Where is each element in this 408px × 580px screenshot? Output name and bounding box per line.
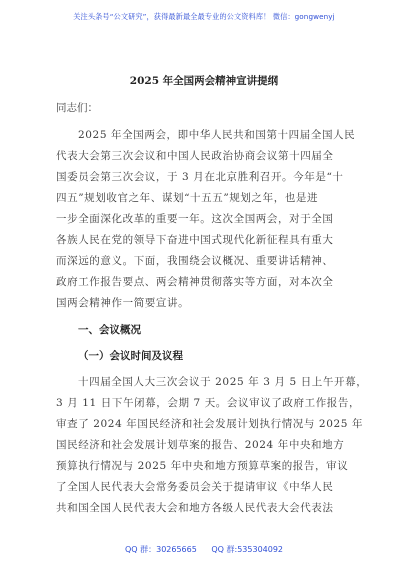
- intro-line: 政府工作报告要点、两会精神贯彻落实等方面，对本次全: [56, 276, 334, 288]
- footer-contact: [0, 544, 408, 555]
- intro-line: 国委员会第三次会议，于 3 月在北京胜利召开。今年是“十: [56, 171, 344, 183]
- body-line: 预算执行情况与 2025 年中央和地方预算草案的报告，审议: [56, 460, 349, 472]
- intro-line: 各族人民在党的领导下奋进中国式现代化新征程具有重大: [56, 234, 334, 246]
- intro-line: 国两会精神作一简要宣讲。: [56, 297, 190, 309]
- body-line: 了全国人民代表大会常务委员会关于提请审议《中华人民: [56, 481, 334, 493]
- salutation: 同志们：: [56, 102, 98, 114]
- intro-line: 2025 年全国两会，即中华人民共和国第十四届全国人民: [78, 129, 356, 141]
- section-heading: 一、会议概况: [78, 324, 141, 336]
- body-line: 审查了 2024 年国民经济和社会发展计划执行情况与 2025 年: [56, 418, 364, 430]
- intro-line: 而深远的意义。下面，我围绕会议概况、重要讲话精神、: [56, 255, 334, 267]
- body-line: 3 月 11 日下午闭幕，会期 7 天。会议审议了政府工作报告，: [56, 397, 361, 409]
- intro-line: 一步全面深化改革的重要一年。这次全国两会，对于全国: [56, 213, 334, 225]
- qq-group-1[interactable]: QQ 群：30265665: [124, 545, 197, 554]
- intro-line: 代表大会第三次会议和中国人民政治协商会议第十四届全: [56, 150, 334, 162]
- body-line: 十四届全国人大三次会议于 2025 年 3 月 5 日上午开幕，: [78, 376, 368, 388]
- document-title: 2025 年全国两会精神宣讲提纲: [129, 75, 279, 87]
- subsection-heading: （一）会议时间及议程: [78, 350, 183, 362]
- body-line: 国民经济和社会发展计划草案的报告、2024 年中央和地方: [56, 439, 345, 451]
- intro-line: 四五”规划收官之年、谋划“十五五”规划之年，也是进: [56, 192, 319, 204]
- promo-banner[interactable]: 关注头条号“公文研究”，获得最新最全最专业的公文资料库！ 微信：gongwenyj: [73, 12, 335, 21]
- qq-group-2[interactable]: QQ 群:535304092: [211, 545, 284, 554]
- body-line: 共和国全国人民代表大会和地方各级人民代表大会代表法: [56, 502, 334, 514]
